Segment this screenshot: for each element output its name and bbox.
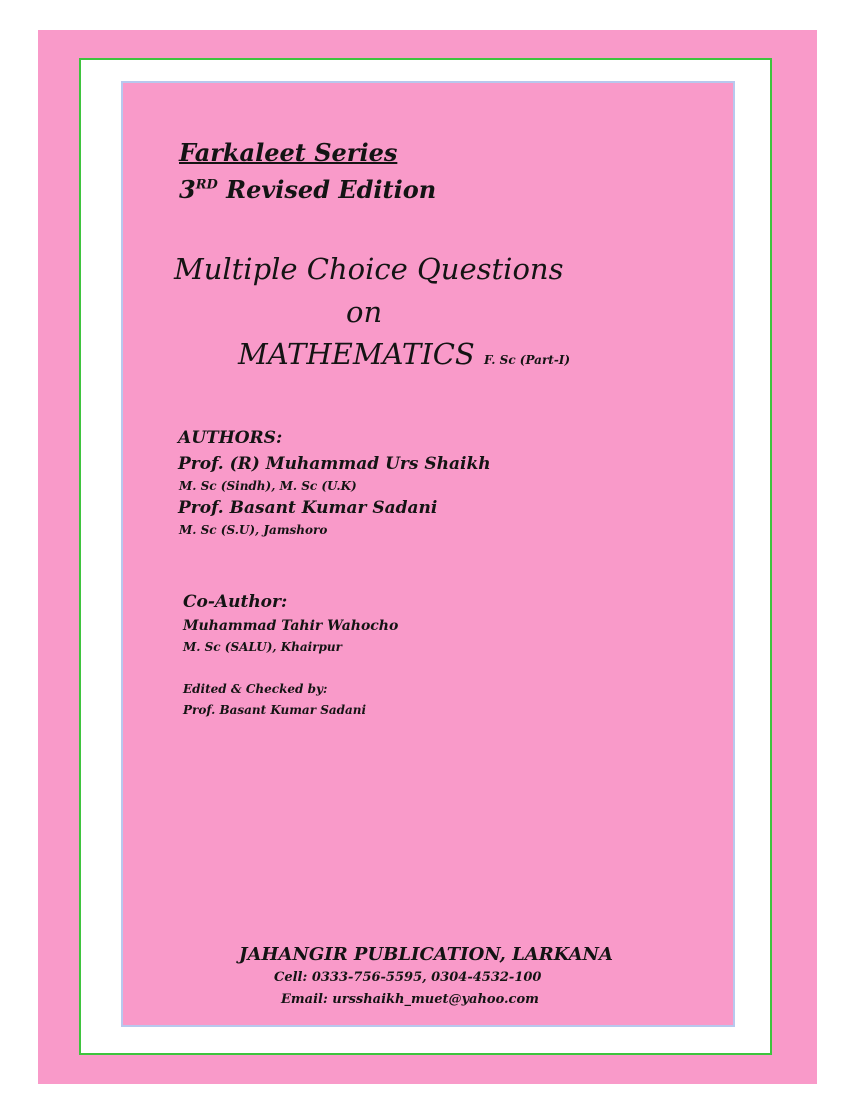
edition-text: Revised Edition (217, 175, 437, 204)
publisher-name: JAHANGIR PUBLICATION, LARKANA (239, 944, 613, 965)
author1-qualification: M. Sc (Sindh), M. Sc (U.K) (179, 479, 357, 493)
cover-panel (121, 81, 735, 1027)
subject-class: F. Sc (Part-I) (483, 353, 571, 367)
edition-label (179, 175, 436, 204)
coauthor-qualification: M. Sc (SALU), Khairpur (183, 640, 342, 654)
coauthor-heading: Co-Author: (183, 592, 288, 612)
publisher-phone: Cell: 0333-756-5595, 0304-4532-100 (274, 970, 542, 985)
editor-name: Prof. Basant Kumar Sadani (183, 703, 367, 717)
book-title-line2: on (346, 295, 383, 329)
author1-name: Prof. (R) Muhammad Urs Shaikh (178, 454, 491, 474)
subject-name: MATHEMATICS (238, 337, 475, 371)
series-title: Farkaleet Series (179, 138, 398, 167)
author2-name: Prof. Basant Kumar Sadani (178, 498, 438, 518)
authors-heading: AUTHORS: (178, 428, 283, 448)
publisher-email: Email: ursshaikh_muet@yahoo.com (281, 992, 539, 1007)
book-subject (238, 337, 570, 371)
edited-heading: Edited & Checked by: (183, 682, 328, 696)
author2-qualification: M. Sc (S.U), Jamshoro (179, 523, 328, 537)
edition-number: 3 (179, 175, 196, 204)
book-title-line1: Multiple Choice Questions (174, 252, 564, 286)
edition-suffix: RD (195, 177, 218, 193)
coauthor-name: Muhammad Tahir Wahocho (183, 618, 399, 634)
